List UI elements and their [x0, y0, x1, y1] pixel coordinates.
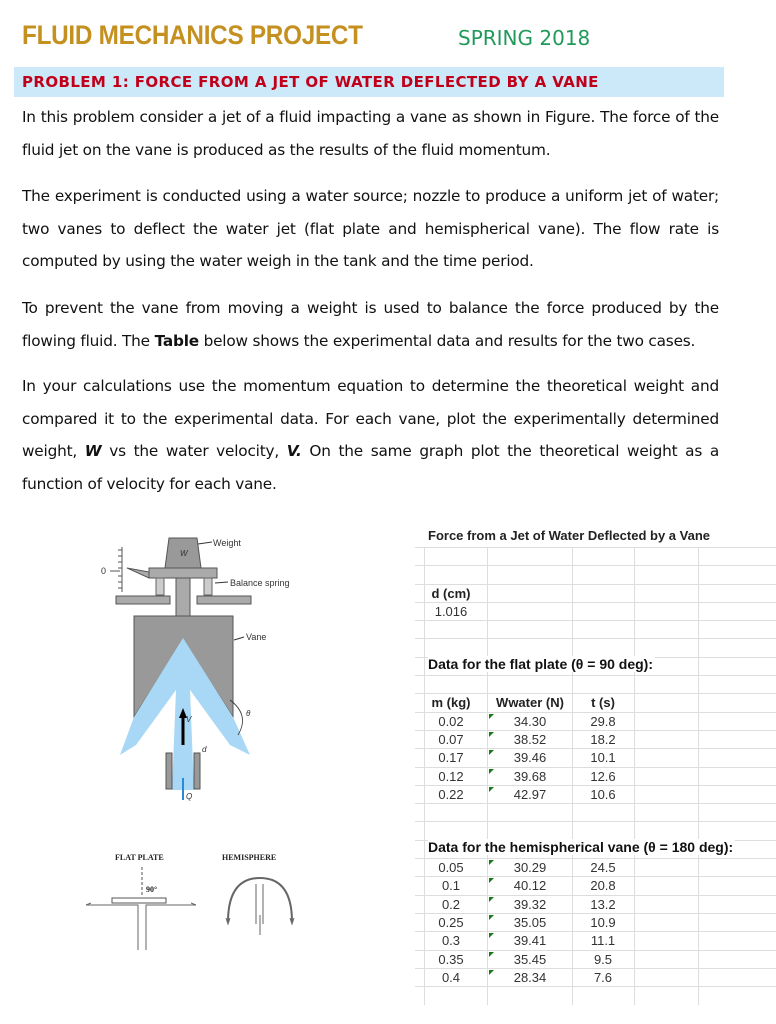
mass-cell: 0.05: [438, 860, 464, 876]
time-cell: 10.9: [590, 914, 616, 930]
table-row: [415, 858, 776, 876]
problem-heading: PROBLEM 1: FORCE FROM A JET OF WATER DEFLECTED BY A VANE: [22, 73, 599, 91]
flat-plate-shape: [112, 898, 166, 903]
mass-cell: 0.25: [438, 914, 464, 930]
time-cell: 18.2: [590, 731, 616, 747]
time-cell: 9.5: [593, 951, 613, 967]
table-row: [415, 565, 776, 583]
table-row: [415, 602, 776, 620]
bold-table: Table: [154, 331, 199, 350]
scale-icon: [110, 547, 122, 592]
table-row: [415, 821, 776, 839]
wwater-cell: 39.32: [513, 896, 547, 912]
hemisphere-heading: Data for the hemispherical vane (θ = 180 deg):: [428, 838, 734, 855]
table-title: Force from a Jet of Water Deflected by a Vane: [428, 528, 710, 543]
table-row: [415, 950, 776, 968]
table-row: [415, 748, 776, 766]
table-row: [415, 803, 776, 821]
wwater-cell: 34.30: [513, 713, 547, 729]
time-cell: 20.8: [590, 878, 616, 894]
time-cell: 12.6: [590, 768, 616, 784]
time-cell: 13.2: [590, 896, 616, 912]
time-cell: 10.6: [590, 786, 616, 802]
problem-banner: [14, 67, 724, 97]
symbol-V: V.: [286, 442, 302, 460]
w-label: W: [180, 549, 188, 558]
flat-plate-label: FLAT PLATE: [115, 853, 164, 862]
table-row: [415, 657, 776, 675]
vane-apparatus-figure: [80, 520, 300, 810]
text: On the same graph plot the theoretical weight as a function of velocity for each vane.: [22, 442, 720, 493]
table-row: [415, 895, 776, 913]
vane-label: Vane: [246, 632, 267, 642]
mass-cell: 0.07: [438, 731, 464, 747]
flat-plate-heading: Data for the flat plate (θ = 90 deg):: [428, 655, 653, 672]
text: below shows the experimental data and results for the two cases.: [198, 331, 696, 350]
spring-icon: [204, 578, 212, 595]
hemisphere-label: HEMISPHERE: [222, 853, 277, 862]
wwater-cell: 40.12: [513, 878, 547, 894]
table-row: [415, 785, 776, 803]
table-row: [415, 693, 776, 711]
time-cell: 29.8: [590, 713, 616, 729]
table-row: [415, 638, 776, 656]
text: To prevent the vane from moving a weight is used to balance the force produced by the flowing fluid. The: [22, 299, 719, 350]
document-title: FLUID MECHANICS PROJECT: [22, 20, 363, 50]
table-row: [415, 968, 776, 986]
table-row: [415, 547, 776, 565]
table-row: [415, 767, 776, 785]
wwater-cell: 35.05: [513, 914, 547, 930]
paragraph-instructions: [22, 370, 719, 500]
col-time: t (s): [591, 695, 615, 711]
q-label: Q: [186, 792, 193, 801]
time-cell: 7.6: [593, 969, 613, 985]
table-row: [415, 840, 776, 858]
time-cell: 11.1: [590, 933, 616, 949]
balance-spring-label: Balance spring: [230, 578, 290, 588]
mass-cell: 0.12: [438, 768, 464, 784]
wwater-cell: 38.52: [513, 731, 547, 747]
term-label: SPRING 2018: [458, 26, 591, 50]
weight-label: Weight: [213, 538, 241, 548]
mass-cell: 0.02: [438, 713, 464, 729]
paragraph-experiment: The experiment is conducted using a water source; nozzle to produce a uniform jet of water; two vanes to deflect the water jet (flat plate and hemispherical vane). The flow rate is computed by using the water weigh in the tank and the time period.: [22, 187, 719, 270]
paragraph-intro: In this problem consider a jet of a fluid impacting a vane as shown in Figure. The force of the fluid jet on the vane is produced as the results of the fluid momentum.: [22, 108, 719, 159]
table-row: [415, 620, 776, 638]
time-cell: 24.5: [590, 860, 616, 876]
col-wwater: Wwater (N): [496, 695, 564, 711]
wwater-cell: 35.45: [513, 951, 547, 967]
table-row: [415, 986, 776, 1004]
table-row: [415, 584, 776, 602]
spring-icon: [156, 578, 164, 595]
d-header: d (cm): [431, 585, 471, 601]
table-row: [415, 675, 776, 693]
zero-label: 0: [101, 566, 107, 576]
d-label: d: [202, 745, 207, 754]
angle-label: 90°: [146, 885, 158, 894]
d-value: 1.016: [434, 603, 468, 619]
v-label: V: [186, 715, 192, 724]
mass-cell: 0.3: [441, 933, 461, 949]
vane-types-figure: [80, 840, 340, 960]
wwater-cell: 28.34: [513, 969, 547, 985]
mass-cell: 0.2: [441, 896, 461, 912]
shaft: [176, 578, 190, 616]
symbol-W: W: [84, 442, 102, 460]
mass-cell: 0.35: [438, 951, 464, 967]
mass-cell: 0.22: [438, 786, 464, 802]
paragraph-balance: [22, 292, 719, 357]
text: vs the water velocity,: [101, 442, 287, 460]
col-mass: m (kg): [431, 695, 471, 711]
table-row: [415, 876, 776, 894]
theta-label: θ: [246, 709, 251, 718]
wwater-cell: 42.97: [513, 786, 547, 802]
time-cell: 10.1: [590, 750, 616, 766]
wwater-cell: 39.41: [513, 933, 547, 949]
wwater-cell: 39.68: [513, 768, 547, 784]
table-row: [415, 913, 776, 931]
text: In your calculations use the momentum equation to determine the theoretical weight and compared it to the experimental data. For each vane, plot the experimentally determined weight,: [22, 377, 719, 460]
table-row: [415, 730, 776, 748]
mass-cell: 0.4: [441, 969, 461, 985]
table-row: [415, 931, 776, 949]
wwater-cell: 30.29: [513, 860, 547, 876]
table-row: [415, 712, 776, 730]
wwater-cell: 39.46: [513, 750, 547, 766]
mass-cell: 0.17: [438, 750, 464, 766]
mass-cell: 0.1: [441, 878, 461, 894]
